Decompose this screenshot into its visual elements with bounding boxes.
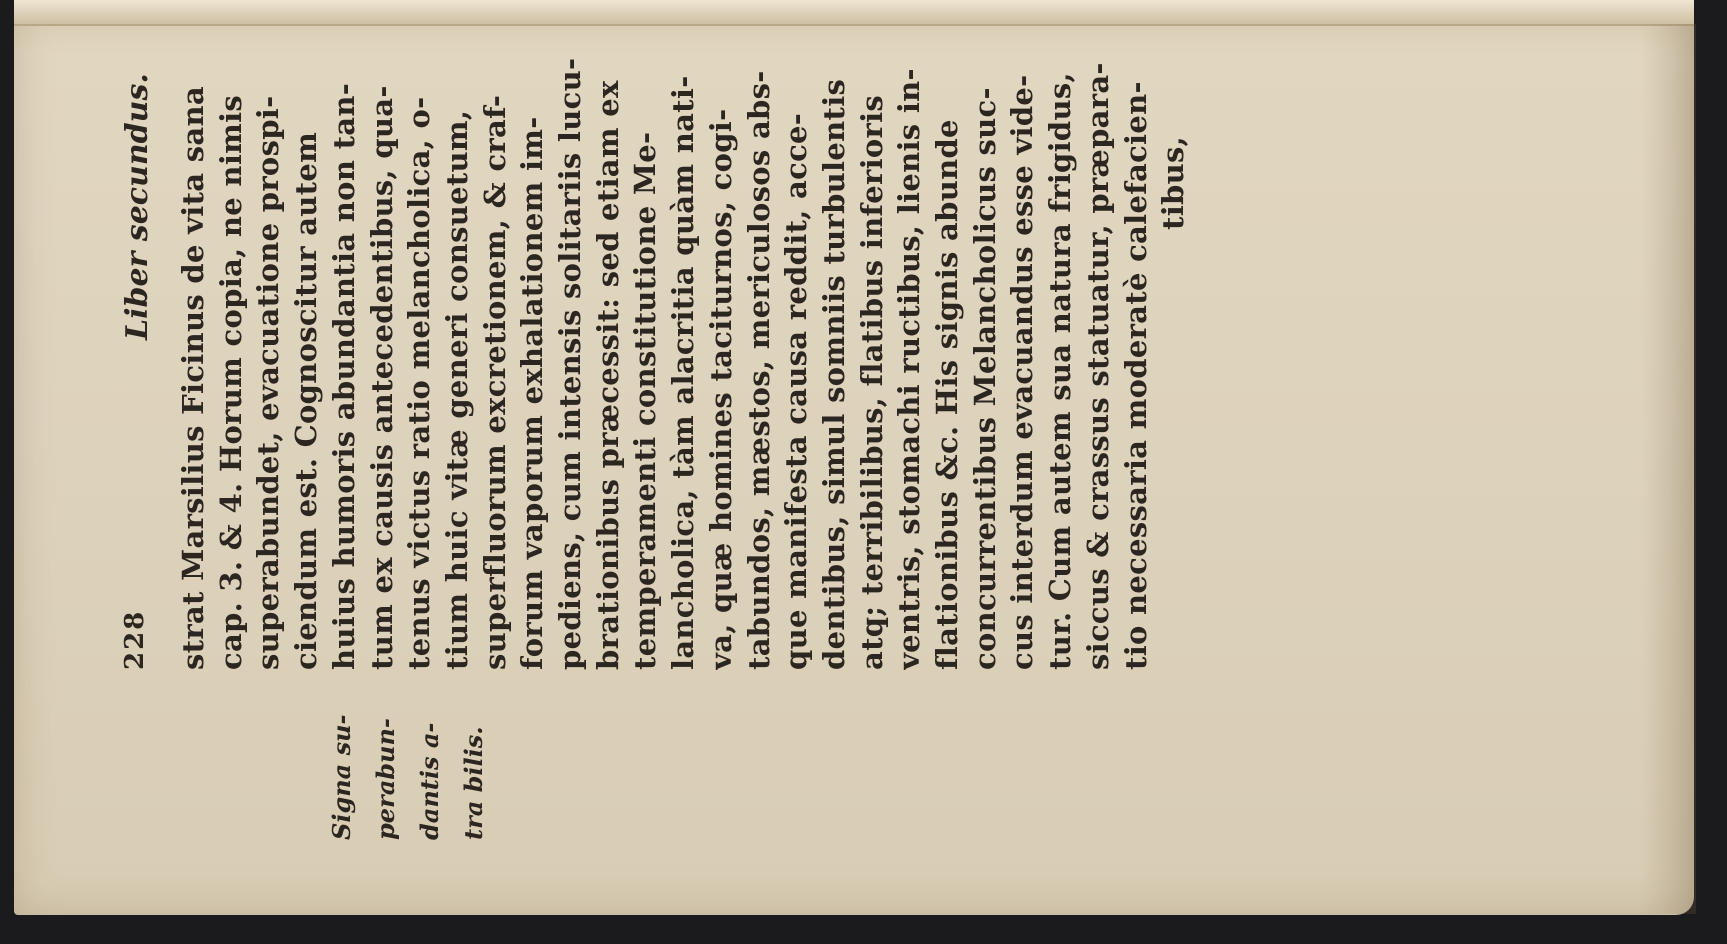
margin-note-line: perabun- [371,718,400,840]
text-line: brationibus præcessit: sed etiam ex [590,80,625,670]
running-head-title: Liber secundus. [120,73,155,340]
text-line: flationibus &c. His signis abunde [930,119,965,670]
margin-note [320,670,496,840]
margin-note-line: dantis a- [415,722,444,840]
text-line: temperamenti constitutione Me- [628,131,663,670]
body-text [175,50,1193,670]
text-line: tenus victus ratio melancholica, o- [402,96,437,670]
text-line: strat Marsilius Ficinus de vita sana [176,86,210,670]
text-line: tium huic vitæ generi consuetum, [439,109,474,670]
running-head [120,0,180,670]
text-line: forum vaporum exhalationem im- [515,116,550,670]
text-line: va, quæ homines taciturnos, cogi- [703,108,738,670]
text-line: lancholica, tàm alacritia quàm nati- [666,75,701,670]
text-line: tabundos, mæstos, mericulosos abs- [741,70,776,670]
text-line: huius humoris abundantia non tan- [326,82,361,670]
margin-note-line: Signa su- [327,714,356,840]
text-line: cap. 3. & 4. Horum copia, ne nimis [213,94,248,670]
text-line: tur. Cum autem sua natura frigidus, [1043,72,1078,670]
text-line: atq; terribilibus, flatibus inferioris [854,94,889,670]
text-line: pediens, cum intensis solitariis lucu- [553,57,588,670]
catchword: tibus, [1156,136,1191,230]
text-line: siccus & crassus statuatur, præpara- [1080,62,1115,670]
text-line: dentibus, simul somniis turbulentis [816,78,851,670]
text-line: ventris, stomachi ructibus, lienis in- [892,68,927,670]
text-line: superfluorum excretionem, & craf- [477,94,512,670]
text-line: tum ex causis antecedentibus, qua- [364,85,399,670]
page-number: 228 [120,609,150,670]
text-line: superabundet, evacuatione prospi- [251,95,286,670]
margin-note-line: tra bilis. [459,726,488,840]
rotated-page-content [60,20,1700,920]
text-line: que manifesta causa reddit, acce- [779,112,814,670]
text-line: cus interdum evacuandus esse vide- [1005,74,1040,670]
text-line: ciendum est. Cognoscitur autem [289,131,324,670]
text-line: concurrentibus Melancholicus suc- [967,87,1002,670]
text-line: tio necessaria moderatè calefacien- [1118,81,1153,670]
